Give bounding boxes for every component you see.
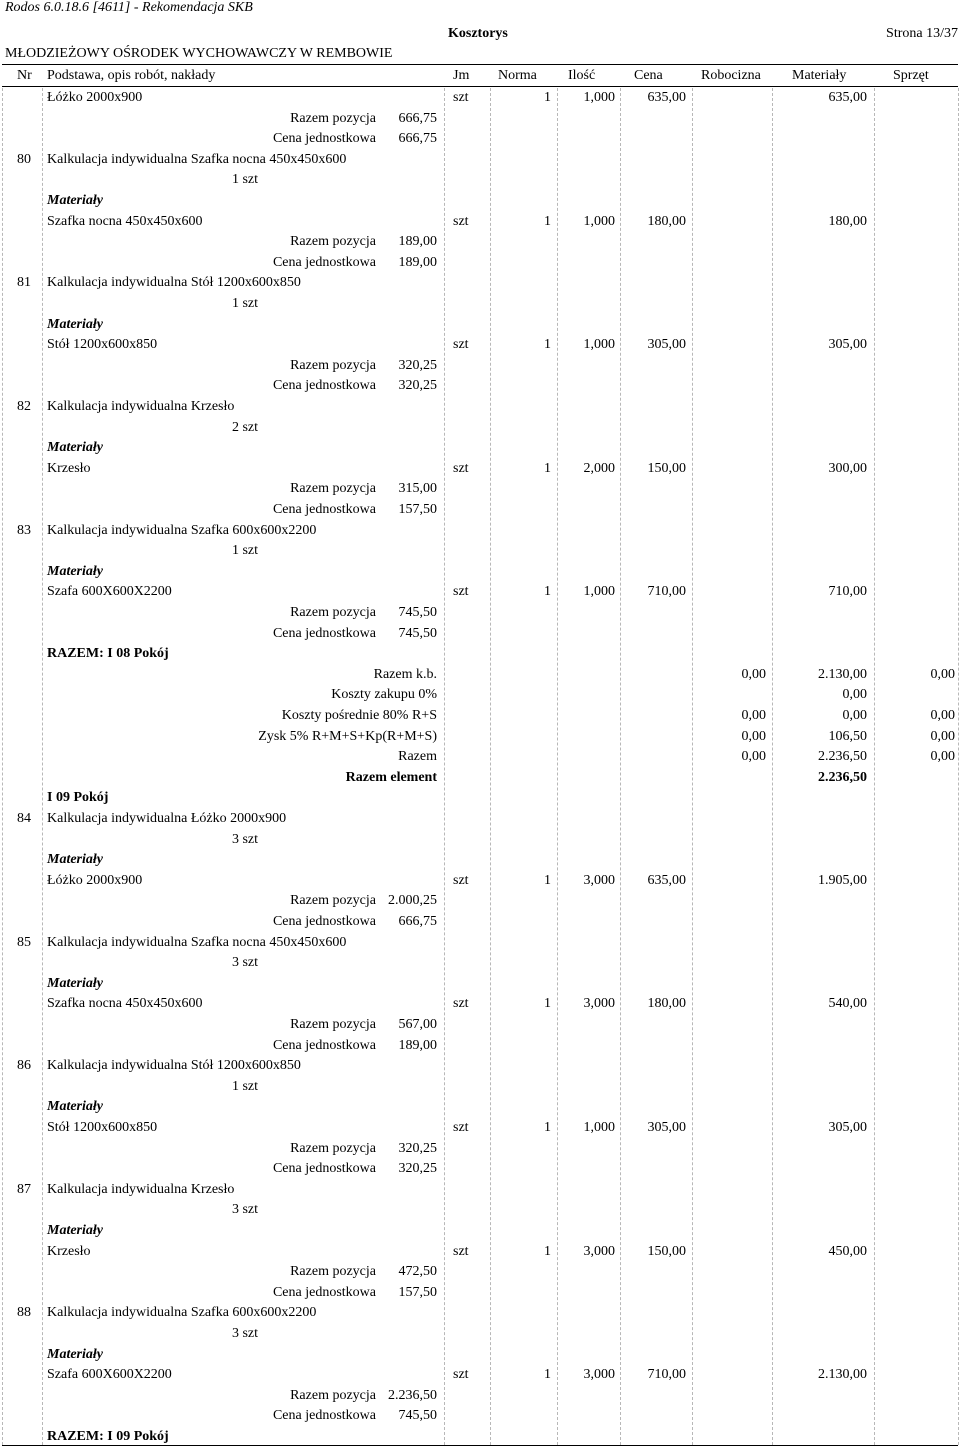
material-unit: szt — [453, 214, 469, 229]
summary-equipment: 0,00 — [930, 708, 955, 723]
unit-price-value: 320,25 — [398, 1161, 437, 1176]
material-unit: szt — [453, 90, 469, 105]
material-description: Szafka nocna 450x450x600 — [47, 996, 203, 1011]
position-number: 84 — [17, 811, 31, 826]
material-norm: 1 — [544, 1367, 551, 1382]
column-separator — [874, 88, 875, 1445]
material-price: 710,00 — [647, 584, 686, 599]
position-quantity: 2 szt — [231, 420, 258, 435]
material-value: 305,00 — [828, 1120, 867, 1135]
position-total: Razem pozycja — [290, 1388, 376, 1403]
material-description: Szafa 600X600X2200 — [47, 1367, 172, 1382]
summary-label: Koszty zakupu 0% — [331, 687, 437, 702]
material-norm: 1 — [544, 1120, 551, 1135]
position-number: 86 — [17, 1058, 31, 1073]
header-rule-bottom — [2, 86, 958, 87]
column-header-norma: Norma — [498, 68, 537, 83]
column-header-robocizna: Robocizna — [701, 68, 761, 83]
unit-price-value: 189,00 — [398, 255, 437, 270]
materials-heading: Materiały — [47, 193, 103, 208]
position-total-value: 315,00 — [398, 481, 437, 496]
position-description: Kalkulacja indywidualna Stół 1200x600x850 — [47, 275, 301, 290]
position-total-value: 2.236,50 — [388, 1388, 437, 1403]
summary-label: Zysk 5% R+M+S+Kp(R+M+S) — [258, 729, 437, 744]
material-unit: szt — [453, 1244, 469, 1259]
position-total-value: 666,75 — [398, 111, 437, 126]
materials-heading: Materiały — [47, 1099, 103, 1114]
position-quantity: 3 szt — [231, 1326, 258, 1341]
material-description: Szafka nocna 450x450x600 — [47, 214, 203, 229]
unit-price-value: 189,00 — [398, 1038, 437, 1053]
organization-name: MŁODZIEŻOWY OŚRODEK WYCHOWAWCZY W REMBOWIE — [5, 46, 393, 61]
column-separator — [692, 88, 693, 1445]
material-price: 180,00 — [647, 996, 686, 1011]
unit-price-value: 157,50 — [398, 1285, 437, 1300]
column-header-jm: Jm — [453, 68, 470, 83]
unit-price-value: 745,50 — [398, 1408, 437, 1423]
position-quantity: 3 szt — [231, 955, 258, 970]
column-header-sprzet: Sprzęt — [893, 68, 929, 83]
column-separator — [490, 88, 491, 1445]
position-total-value: 2.000,25 — [388, 893, 437, 908]
material-value: 305,00 — [828, 337, 867, 352]
material-value: 635,00 — [828, 90, 867, 105]
position-description: Kalkulacja indywidualna Krzesło — [47, 399, 235, 414]
position-total: Razem pozycja — [290, 1141, 376, 1156]
column-header-cena: Cena — [634, 68, 663, 83]
position-total: Razem pozycja — [290, 1264, 376, 1279]
position-quantity: 1 szt — [231, 543, 258, 558]
document-title: Kosztorys — [448, 26, 508, 41]
column-header-description: Podstawa, opis robót, nakłady — [47, 68, 216, 83]
material-norm: 1 — [544, 873, 551, 888]
material-norm: 1 — [544, 996, 551, 1011]
column-separator — [772, 88, 773, 1445]
element-total-materials: 2.236,50 — [818, 770, 867, 785]
material-value: 450,00 — [828, 1244, 867, 1259]
material-description: Krzesło — [47, 461, 91, 476]
page-number: Strona 13/37 — [886, 26, 958, 41]
unit-price: Cena jednostkowa — [272, 1285, 376, 1300]
material-unit: szt — [453, 873, 469, 888]
material-description: Stół 1200x600x850 — [47, 1120, 158, 1135]
position-total-value: 567,00 — [398, 1017, 437, 1032]
column-separator — [620, 88, 621, 1445]
position-total: Razem pozycja — [290, 481, 376, 496]
position-quantity: 1 szt — [231, 1079, 258, 1094]
material-value: 300,00 — [828, 461, 867, 476]
program-title: Rodos 6.0.18.6 [4611] - Rekomendacja SKB — [5, 0, 253, 15]
position-number: 80 — [17, 152, 31, 167]
material-unit: szt — [453, 461, 469, 476]
materials-heading: Materiały — [47, 976, 103, 991]
material-price: 180,00 — [647, 214, 686, 229]
position-total: Razem pozycja — [290, 605, 376, 620]
material-description: Łóżko 2000x900 — [47, 90, 143, 105]
section-heading: RAZEM: I 08 Pokój — [47, 646, 169, 661]
unit-price: Cena jednostkowa — [272, 1161, 376, 1176]
summary-labour: 0,00 — [741, 667, 766, 682]
materials-heading: Materiały — [47, 1223, 103, 1238]
material-price: 150,00 — [647, 1244, 686, 1259]
materials-heading: Materiały — [47, 852, 103, 867]
position-total-value: 745,50 — [398, 605, 437, 620]
materials-heading: Materiały — [47, 440, 103, 455]
material-price: 710,00 — [647, 1367, 686, 1382]
section-heading: RAZEM: I 09 Pokój — [47, 1429, 169, 1444]
position-total: Razem pozycja — [290, 111, 376, 126]
position-description: Kalkulacja indywidualna Szafka nocna 450x450x600 — [47, 152, 347, 167]
element-total-label: Razem element — [345, 770, 437, 785]
unit-price-value: 666,75 — [398, 131, 437, 146]
column-header-ilosc: Ilość — [568, 68, 596, 83]
material-value: 2.130,00 — [818, 1367, 867, 1382]
column-separator — [2, 88, 3, 1445]
summary-materials: 2.236,50 — [818, 749, 867, 764]
material-quantity: 2,000 — [583, 461, 615, 476]
column-separator — [444, 88, 445, 1445]
unit-price: Cena jednostkowa — [272, 131, 376, 146]
column-header-materialy: Materiały — [792, 68, 847, 83]
position-total: Razem pozycja — [290, 1017, 376, 1032]
materials-heading: Materiały — [47, 317, 103, 332]
material-norm: 1 — [544, 337, 551, 352]
unit-price-value: 320,25 — [398, 378, 437, 393]
material-norm: 1 — [544, 1244, 551, 1259]
summary-label: Razem k.b. — [373, 667, 437, 682]
material-price: 305,00 — [647, 337, 686, 352]
material-description: Szafa 600X600X2200 — [47, 584, 172, 599]
material-price: 150,00 — [647, 461, 686, 476]
header-rule-top — [2, 64, 958, 65]
material-unit: szt — [453, 1367, 469, 1382]
material-price: 305,00 — [647, 1120, 686, 1135]
unit-price: Cena jednostkowa — [272, 914, 376, 929]
material-quantity: 1,000 — [583, 1120, 615, 1135]
position-description: Kalkulacja indywidualna Łóżko 2000x900 — [47, 811, 287, 826]
material-price: 635,00 — [647, 90, 686, 105]
position-total-value: 189,00 — [398, 234, 437, 249]
material-description: Łóżko 2000x900 — [47, 873, 143, 888]
material-quantity: 3,000 — [583, 1244, 615, 1259]
unit-price: Cena jednostkowa — [272, 502, 376, 517]
position-total-value: 472,50 — [398, 1264, 437, 1279]
material-value: 540,00 — [828, 996, 867, 1011]
position-quantity: 1 szt — [231, 172, 258, 187]
position-total: Razem pozycja — [290, 358, 376, 373]
position-number: 83 — [17, 523, 31, 538]
materials-heading: Materiały — [47, 1347, 103, 1362]
summary-equipment: 0,00 — [930, 729, 955, 744]
position-description: Kalkulacja indywidualna Stół 1200x600x850 — [47, 1058, 301, 1073]
position-number: 85 — [17, 935, 31, 950]
material-quantity: 1,000 — [583, 584, 615, 599]
position-number: 88 — [17, 1305, 31, 1320]
position-quantity: 3 szt — [231, 832, 258, 847]
position-number: 81 — [17, 275, 31, 290]
material-norm: 1 — [544, 584, 551, 599]
material-description: Stół 1200x600x850 — [47, 337, 158, 352]
material-unit: szt — [453, 996, 469, 1011]
unit-price: Cena jednostkowa — [272, 255, 376, 270]
summary-labour: 0,00 — [741, 749, 766, 764]
column-separator — [42, 88, 43, 1445]
summary-materials: 2.130,00 — [818, 667, 867, 682]
material-quantity: 1,000 — [583, 214, 615, 229]
summary-equipment: 0,00 — [930, 749, 955, 764]
column-header-nr: Nr — [17, 68, 32, 83]
material-norm: 1 — [544, 214, 551, 229]
position-total: Razem pozycja — [290, 234, 376, 249]
position-description: Kalkulacja indywidualna Szafka 600x600x2200 — [47, 523, 317, 538]
position-description: Kalkulacja indywidualna Szafka 600x600x2200 — [47, 1305, 317, 1320]
position-number: 82 — [17, 399, 31, 414]
position-description: Kalkulacja indywidualna Szafka nocna 450x450x600 — [47, 935, 347, 950]
material-norm: 1 — [544, 461, 551, 476]
position-quantity: 3 szt — [231, 1202, 258, 1217]
position-number: 87 — [17, 1182, 31, 1197]
unit-price: Cena jednostkowa — [272, 1408, 376, 1423]
position-total-value: 320,25 — [398, 1141, 437, 1156]
material-quantity: 1,000 — [583, 337, 615, 352]
material-value: 710,00 — [828, 584, 867, 599]
summary-materials: 0,00 — [842, 708, 867, 723]
material-description: Krzesło — [47, 1244, 91, 1259]
unit-price-value: 157,50 — [398, 502, 437, 517]
unit-price: Cena jednostkowa — [272, 626, 376, 641]
material-quantity: 3,000 — [583, 1367, 615, 1382]
summary-labour: 0,00 — [741, 729, 766, 744]
material-quantity: 3,000 — [583, 996, 615, 1011]
material-price: 635,00 — [647, 873, 686, 888]
material-unit: szt — [453, 337, 469, 352]
summary-materials: 106,50 — [828, 729, 867, 744]
summary-label: Koszty pośrednie 80% R+S — [281, 708, 437, 723]
material-unit: szt — [453, 1120, 469, 1135]
position-description: Kalkulacja indywidualna Krzesło — [47, 1182, 235, 1197]
footer-rule — [2, 1445, 958, 1446]
material-norm: 1 — [544, 90, 551, 105]
summary-materials: 0,00 — [842, 687, 867, 702]
position-total-value: 320,25 — [398, 358, 437, 373]
summary-label: Razem — [398, 749, 437, 764]
unit-price: Cena jednostkowa — [272, 1038, 376, 1053]
material-value: 180,00 — [828, 214, 867, 229]
position-total: Razem pozycja — [290, 893, 376, 908]
material-unit: szt — [453, 584, 469, 599]
summary-equipment: 0,00 — [930, 667, 955, 682]
unit-price-value: 745,50 — [398, 626, 437, 641]
section-heading: I 09 Pokój — [47, 790, 109, 805]
position-quantity: 1 szt — [231, 296, 258, 311]
summary-labour: 0,00 — [741, 708, 766, 723]
unit-price: Cena jednostkowa — [272, 378, 376, 393]
material-quantity: 3,000 — [583, 873, 615, 888]
column-separator — [557, 88, 558, 1445]
column-separator — [958, 88, 959, 1445]
material-quantity: 1,000 — [583, 90, 615, 105]
materials-heading: Materiały — [47, 564, 103, 579]
unit-price-value: 666,75 — [398, 914, 437, 929]
material-value: 1.905,00 — [818, 873, 867, 888]
